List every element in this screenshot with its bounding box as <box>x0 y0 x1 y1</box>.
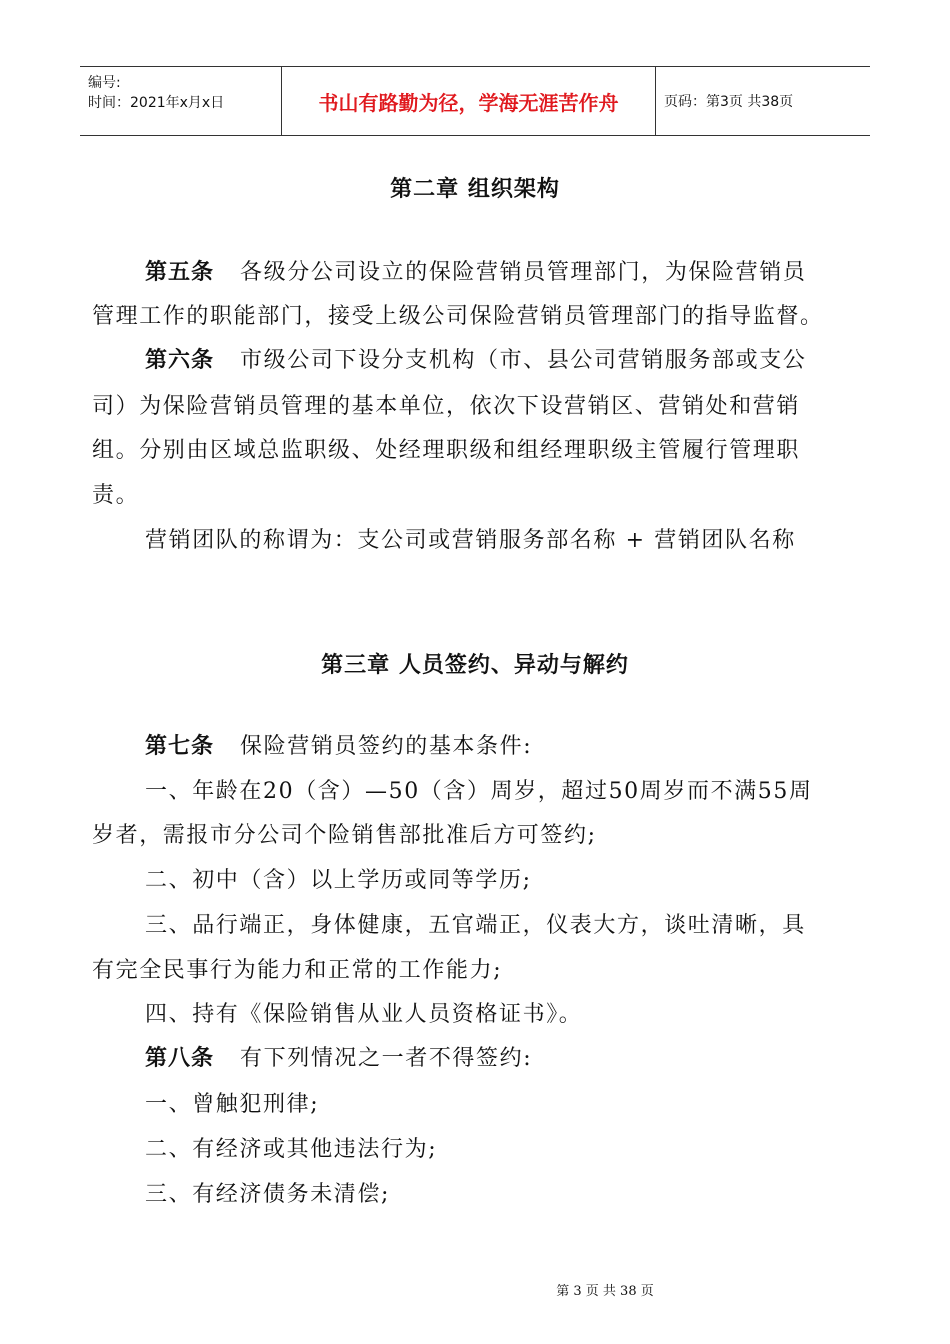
list-item: 一、曾触犯刑律; <box>145 1092 320 1117</box>
article-label: 第五条 <box>145 260 215 285</box>
list-item: 三、品行端正，身体健康，五官端正，仪表大方，谈吐清晰，具 <box>145 913 806 938</box>
article-text-line: 责。 <box>92 483 140 508</box>
article-paragraph <box>145 1044 925 1074</box>
article-text: 有下列情况之一者不得签约: <box>240 1046 533 1071</box>
article-paragraph <box>145 732 925 762</box>
chapter-title: 第二章 组织架构 <box>390 177 560 202</box>
list-item: 四、持有《保险销售从业人员资格证书》。 <box>145 1002 583 1027</box>
list-item: 二、有经济或其他违法行为; <box>145 1137 438 1162</box>
article-text: 市级公司下设分支机构（市、县公司营销服务部或支公 <box>240 348 807 373</box>
article-text-line: 组。分别由区域总监职级、处经理职级和组经理职级主管履行管理职 <box>92 438 801 463</box>
chapter-title: 第三章 人员签约、异动与解约 <box>321 653 629 678</box>
page-header <box>80 66 870 136</box>
header-motto: 书山有路勤为径，学海无涯苦作舟 <box>282 67 656 135</box>
page-footer <box>0 1280 950 1299</box>
article-paragraph <box>145 258 925 288</box>
header-meta-cell <box>80 67 282 135</box>
list-item-continuation: 有完全民事行为能力和正常的工作能力; <box>92 958 503 983</box>
list-item: 二、初中（含）以上学历或同等学历; <box>145 868 532 893</box>
article-text: 保险营销员签约的基本条件: <box>240 734 533 759</box>
article-text: 各级分公司设立的保险营销员管理部门，为保险营销员 <box>240 260 807 285</box>
document-number-label: 编号: <box>88 75 121 91</box>
footer-page-number: 第 3 页 共 38 页 <box>556 1284 654 1299</box>
article-text-line: 管理工作的职能部门，接受上级公司保险营销员管理部门的指导监督。 <box>92 304 824 329</box>
article-label: 第八条 <box>145 1046 215 1071</box>
article-note: 营销团队的称谓为：支公司或营销服务部名称 + 营销团队名称 <box>145 528 796 553</box>
document-date: 时间：2021年x月x日 <box>88 95 225 111</box>
article-text-line: 司）为保险营销员管理的基本单位，依次下设营销区、营销处和营销 <box>92 394 801 419</box>
article-paragraph <box>145 346 925 376</box>
list-item-continuation: 岁者，需报市分公司个险销售部批准后方可签约; <box>92 823 597 848</box>
list-item: 三、有经济债务未清偿; <box>145 1182 391 1207</box>
list-item: 一、年龄在20（含）—50（含）周岁，超过50周岁而不满55周 <box>145 779 813 804</box>
article-label: 第七条 <box>145 734 215 759</box>
article-label: 第六条 <box>145 348 215 373</box>
header-page-info: 页码：第3页 共38页 <box>664 94 794 110</box>
